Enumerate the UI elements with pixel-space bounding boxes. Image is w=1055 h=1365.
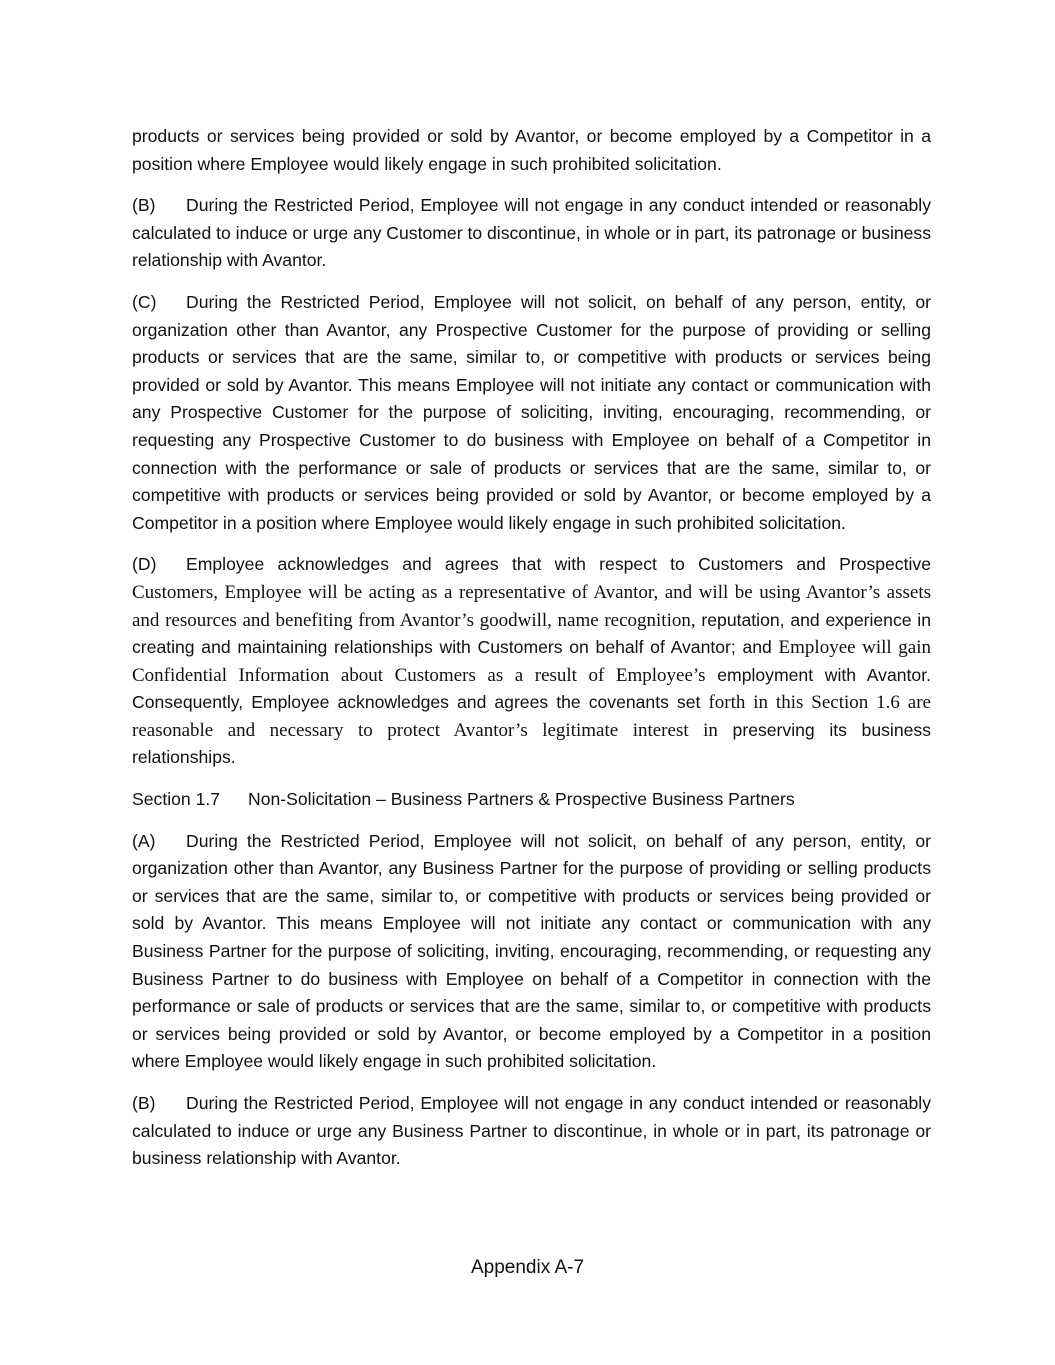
paragraph-label: (A) xyxy=(132,830,156,851)
paragraph-text-part: Employee acknowledges and agrees that with respect to Customers and Prospective xyxy=(186,554,931,575)
paragraph-text-part: forth in this Section 1.6 are reasonable and necessary to protect Avantor’s legitimate interest in xyxy=(132,692,931,741)
section-title: Non-Solicitation – Business Partners & Prospective Business Partners xyxy=(248,789,795,810)
paragraph-1-7-b xyxy=(132,1090,931,1173)
paragraph-1-6-c xyxy=(132,289,931,537)
paragraph-text: During the Restricted Period, Employee will not engage in any conduct intended or reasonably calculated to induce or urge any Business Partner to discontinue, in whole or in part, its patronage or business relationship with Avantor. xyxy=(132,1093,931,1169)
paragraph-text-part: reputation, and experience in creating and maintaining relationships with Customers on behalf of Avantor; and xyxy=(132,609,932,658)
section-1-7-heading xyxy=(132,786,931,814)
paragraph-text-part: Employee will gain Confidential Information about Customers as a result of Employee’s xyxy=(132,637,931,686)
paragraph-text-part: employment with Avantor. Consequently, Employee acknowledges and agrees the covenants set xyxy=(132,664,931,713)
paragraph-text: During the Restricted Period, Employee will not engage in any conduct intended or reasonably calculated to induce or urge any Customer to discontinue, in whole or in part, its patronage or business relationship with Avantor. xyxy=(132,195,932,271)
paragraph-text: During the Restricted Period, Employee will not solicit, on behalf of any person, entity, or organization other than Avantor, any Business Partner for the purpose of providing or selling products or services that are the same, similar to, or competitive with products or services being provided or sold by Avantor. This means Employee will not initiate any contact or communication with any Business Partner for the purpose of soliciting, inviting, encouraging, recommending, or requesting any Business Partner to do business with Employee on behalf of a Competitor in connection with the performance or sale of products or services that are the same, similar to, or competitive with products or services being provided or sold by Avantor, or become employed by a Competitor in a position where Employee would likely engage in such prohibited solicitation. xyxy=(132,830,931,1072)
paragraph-text-part: preserving its business relationships. xyxy=(132,719,931,768)
paragraph-label: (B) xyxy=(132,195,156,216)
paragraph-1-7-a xyxy=(132,828,931,1076)
paragraph-1-6-b xyxy=(132,192,931,275)
page-body xyxy=(132,123,931,1187)
paragraph-label: (B) xyxy=(132,1093,156,1113)
paragraph-text-part: Customers, Employee will be acting as a representative of Avantor, and will be using Avantor’s assets and resources and benefiting from Avantor’s goodwill, name recognition, xyxy=(132,581,931,631)
paragraph-continued: products or services being provided or sold by Avantor, or become employed by a Competitor in a position where Employee would likely engage in such prohibited solicitation. xyxy=(132,126,931,174)
paragraph-label: (D) xyxy=(132,554,157,575)
section-number: Section 1.7 xyxy=(132,789,221,810)
paragraph-text: During the Restricted Period, Employee will not solicit, on behalf of any person, entity, or organization other than Avantor, any Prospective Customer for the purpose of providing or selling products or services that are the same, similar to, or competitive with products or services being provided or sold by Avantor. This means Employee will not initiate any contact or communication with any Prospective Customer for the purpose of soliciting, inviting, encouraging, recommending, or requesting any Prospective Customer to do business with Employee on behalf of a Competitor in connection with the performance or sale of products or services that are the same, similar to, or competitive with products or services being provided or sold by Avantor, or become employed by a Competitor in a position where Employee would likely engage in such prohibited solicitation. xyxy=(132,291,931,533)
paragraph-1-6-d xyxy=(132,551,931,772)
page-footer: Appendix A-7 xyxy=(470,1257,585,1278)
paragraph-label: (C) xyxy=(132,291,157,312)
